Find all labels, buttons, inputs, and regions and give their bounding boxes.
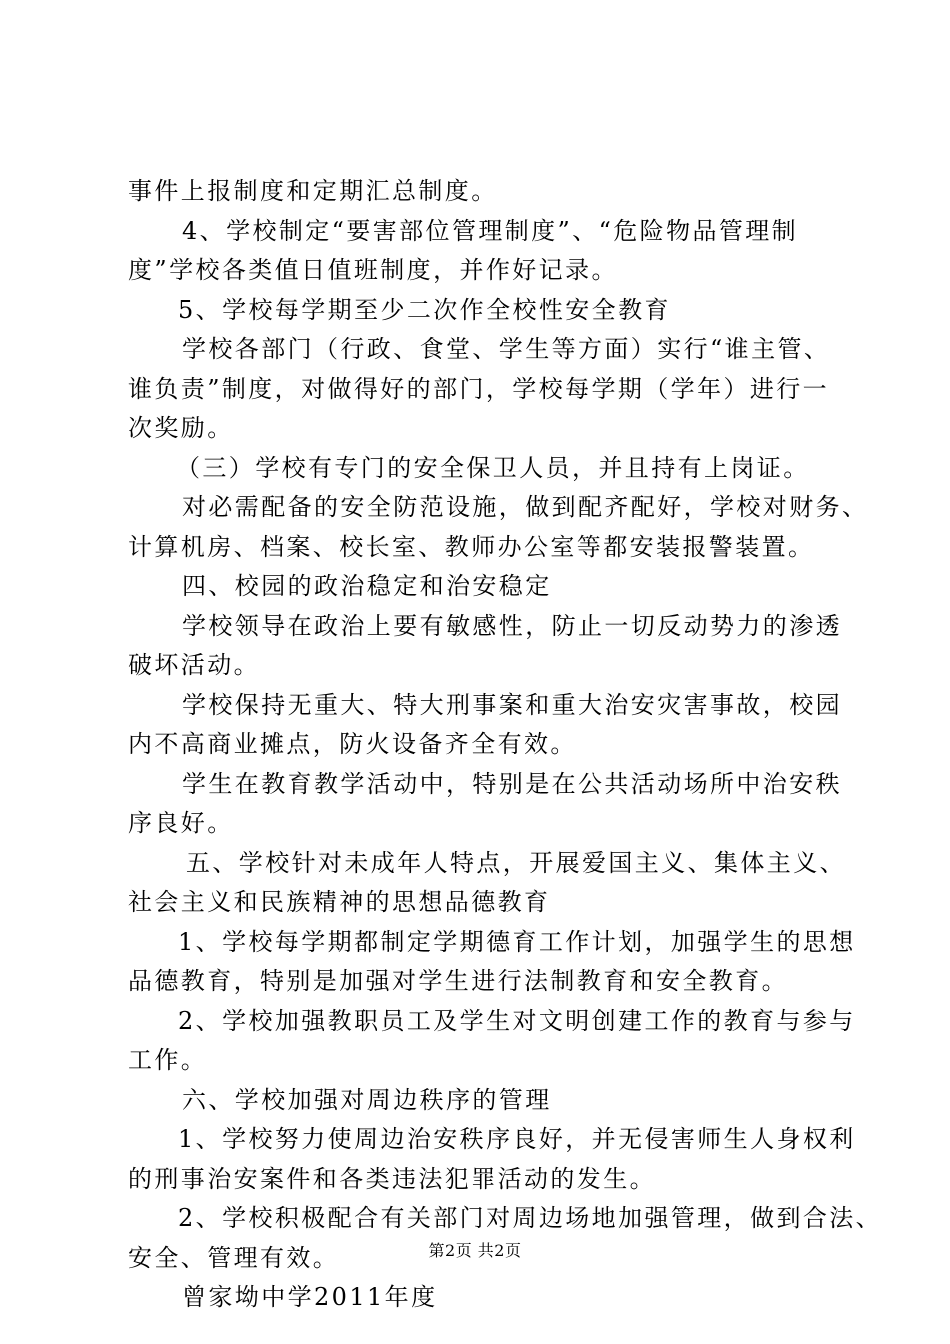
text-line: 内不高商业摊点，防火设备齐全有效。 <box>128 730 577 758</box>
text-line: 1、学校努力使周边治安秩序良好，并无侵害师生人身权利 <box>178 1125 856 1153</box>
text-line: 社会主义和民族精神的思想品德教育 <box>128 888 551 916</box>
section-heading: 四、校园的政治稳定和治安稳定 <box>182 572 552 600</box>
text-line: 的刑事治安案件和各类违法犯罪活动的发生。 <box>128 1164 656 1193</box>
text-line: 度”学校各类值日值班制度，并作好记录。 <box>128 256 618 284</box>
text-line: 序良好。 <box>128 809 234 837</box>
text-line: 学校各部门（行政、食堂、学生等方面）实行“谁主管、 <box>182 335 831 363</box>
page-number: 第2页 共2页 <box>428 1241 522 1260</box>
text-line: 2、学校积极配合有关部门对周边场地加强管理，做到合法、 <box>178 1204 883 1232</box>
text-line: 谁负责”制度，对做得好的部门，学校每学期（学年）进行一 <box>128 374 830 403</box>
text-line: 破坏活动。 <box>128 651 260 679</box>
text-line: 品德教育，特别是加强对学生进行法制教育和安全教育。 <box>128 967 788 995</box>
text-line: （三）学校有专门的安全保卫人员，并且持有上岗证。 <box>176 453 810 482</box>
page-footer <box>0 1238 950 1261</box>
section-heading: 五、学校针对未成年人特点，开展爱国主义、集体主义、 <box>186 848 846 877</box>
text-line: 学校保持无重大、特大刑事案和重大治安灾害事故，校园 <box>182 690 842 719</box>
section-heading: 六、学校加强对周边秩序的管理 <box>182 1085 552 1114</box>
text-line: 对必需配备的安全防范设施，做到配齐配好，学校对财务、 <box>182 493 869 521</box>
text-line: 2、学校加强教职员工及学生对文明创建工作的教育与参与 <box>178 1006 856 1035</box>
text-line: 4、学校制定“要害部位管理制度”、“危险物品管理制 <box>182 216 799 245</box>
text-line: 学生在教育教学活动中，特别是在公共活动场所中治安秩 <box>182 769 842 798</box>
text-line: 安全、管理有效。 <box>128 1243 340 1272</box>
text-line: 次奖励。 <box>128 414 234 442</box>
text-line: 5、学校每学期至少二次作全校性安全教育 <box>178 295 671 324</box>
text-line: 1、学校每学期都制定学期德育工作计划，加强学生的思想 <box>178 927 856 956</box>
text-line: 学校领导在政治上要有敏感性，防止一切反动势力的渗透 <box>182 611 842 640</box>
text-line: 计算机房、档案、校长室、教师办公室等都安装报警装置。 <box>128 532 815 561</box>
signature-line: 曾家坳中学2011年度 <box>182 1283 438 1311</box>
document-body <box>128 172 883 1318</box>
text-line: 事件上报制度和定期汇总制度。 <box>128 177 498 205</box>
text-line: 工作。 <box>128 1046 208 1074</box>
